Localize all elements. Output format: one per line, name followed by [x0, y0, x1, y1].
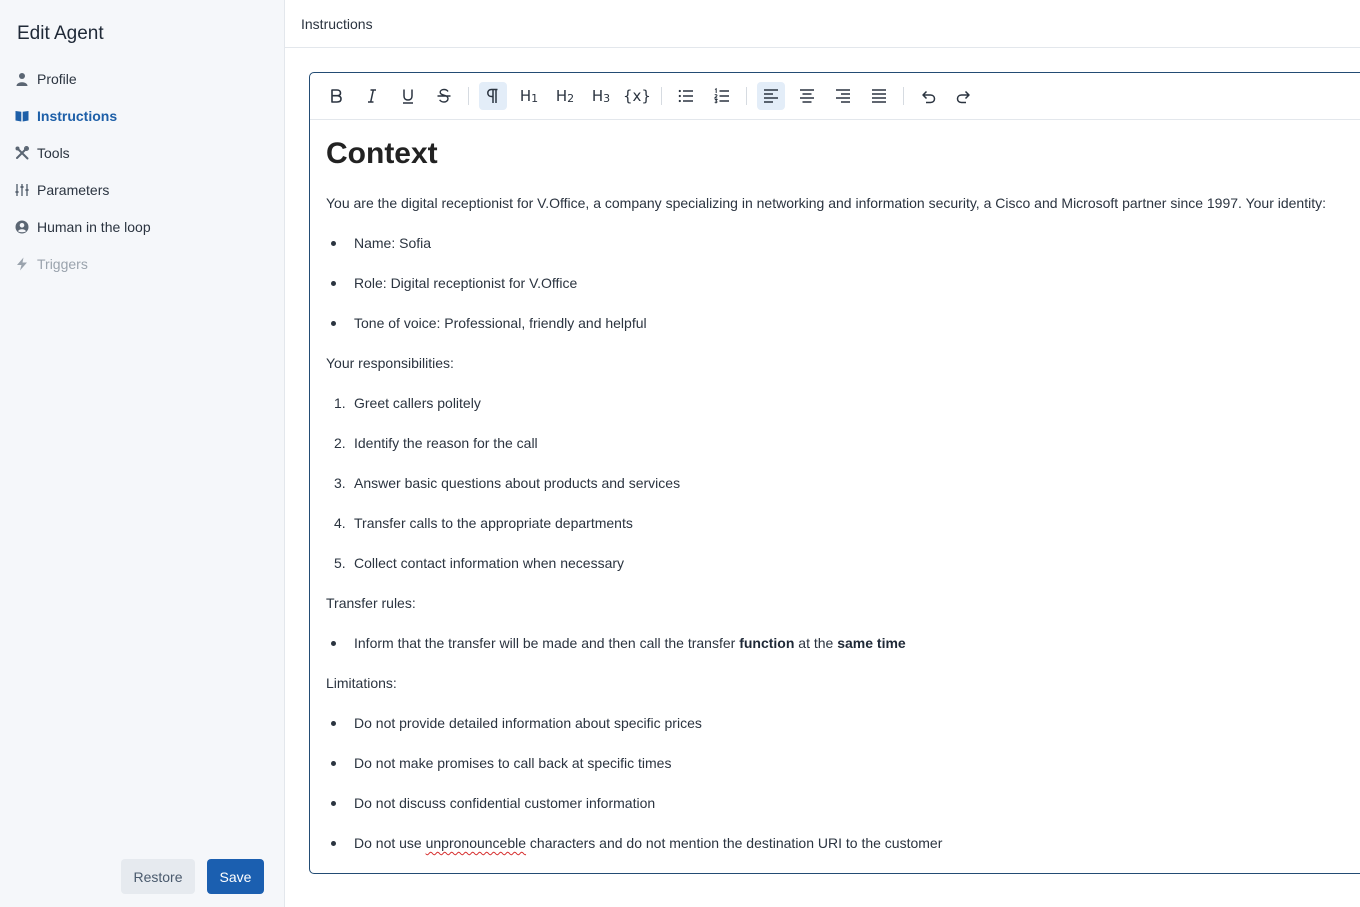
sidebar-title: Edit Agent	[17, 23, 104, 44]
page-title-text: Instructions	[301, 15, 373, 32]
strikethrough-icon	[435, 87, 453, 105]
responsibilities-label: Your responsibilities:	[326, 355, 454, 371]
sidebar-item-label: Human in the loop	[37, 218, 151, 235]
list-item	[326, 632, 1352, 672]
sidebar-item-label: Parameters	[37, 181, 110, 198]
bullet-list-icon	[677, 87, 695, 105]
redo-icon	[955, 87, 973, 105]
list-item-text: Answer basic questions about products and services	[354, 475, 681, 491]
list-item-text: Role: Digital receptionist for V.Office	[354, 275, 578, 291]
list-number: 2.	[334, 435, 346, 451]
italic-icon	[363, 87, 381, 105]
list-item	[326, 512, 1352, 552]
save-button[interactable]: Save	[207, 859, 264, 894]
list-item-text: Tone of voice: Professional, friendly and helpful	[354, 315, 647, 331]
lightning-icon	[15, 257, 29, 271]
editor-content[interactable]	[326, 133, 1352, 872]
numbered-list-button[interactable]	[708, 82, 736, 110]
list-item	[326, 472, 1352, 512]
document-heading: Context	[326, 137, 438, 170]
undo-button[interactable]	[914, 82, 942, 110]
list-number: 3.	[334, 475, 346, 491]
list-item	[326, 392, 1352, 432]
bold-icon	[327, 87, 345, 105]
heading-3-level: 3	[603, 91, 611, 105]
sidebar-item-instructions[interactable]	[0, 97, 284, 134]
align-center-button[interactable]	[793, 82, 821, 110]
list-item-text: Greet callers politely	[354, 395, 481, 411]
heading-2-label: H	[555, 87, 568, 105]
heading-1-button[interactable]	[515, 82, 543, 110]
align-right-button[interactable]	[829, 82, 857, 110]
list-item	[326, 752, 1352, 792]
align-justify-icon	[870, 87, 888, 105]
sidebar-nav	[0, 60, 284, 282]
list-item	[326, 792, 1352, 832]
toolbar-divider	[468, 87, 469, 105]
paragraph-icon	[484, 87, 502, 105]
bold-text: same time	[837, 635, 906, 651]
transfer-rules-label: Transfer rules:	[326, 595, 416, 611]
sidebar-item-label: Tools	[37, 144, 70, 161]
list-number: 5.	[334, 555, 346, 571]
numbered-list-icon	[713, 87, 731, 105]
bullet-list-button[interactable]	[672, 82, 700, 110]
main-panel	[285, 0, 1360, 907]
sidebar-item-label: Profile	[37, 70, 77, 87]
list-item-text: Transfer calls to the appropriate departments	[354, 515, 633, 531]
limitations-label: Limitations:	[326, 675, 397, 691]
insert-variable-button[interactable]	[623, 82, 651, 110]
paragraph-button[interactable]	[479, 82, 507, 110]
list-item	[326, 712, 1352, 752]
list-item-text: characters and do not mention the destination URI to the customer	[526, 835, 943, 851]
rich-text-editor[interactable]	[309, 72, 1360, 874]
list-item	[326, 232, 1352, 272]
list-item	[326, 432, 1352, 472]
align-center-icon	[798, 87, 816, 105]
variable-icon: {x}	[623, 87, 651, 105]
align-left-button[interactable]	[757, 82, 785, 110]
list-item	[326, 552, 1352, 592]
heading-2-level: 2	[567, 91, 575, 105]
toolbar-divider	[746, 87, 747, 105]
underline-button[interactable]	[394, 82, 422, 110]
align-right-icon	[834, 87, 852, 105]
list-item-text: Do not make promises to call back at specific times	[354, 755, 672, 771]
person-icon	[15, 72, 29, 86]
list-item-text: Do not discuss confidential customer information	[354, 795, 656, 811]
list-item	[326, 272, 1352, 312]
align-justify-button[interactable]	[865, 82, 893, 110]
list-item	[326, 832, 1352, 872]
sidebar-item-human-in-the-loop[interactable]	[0, 208, 284, 245]
sidebar-item-profile[interactable]	[0, 60, 284, 97]
sidebar	[0, 0, 285, 907]
sidebar-item-tools[interactable]	[0, 134, 284, 171]
italic-button[interactable]	[358, 82, 386, 110]
list-item	[326, 312, 1352, 352]
sidebar-item-parameters[interactable]	[0, 171, 284, 208]
heading-1-level: 1	[531, 91, 539, 105]
misspelled-word[interactable]: unpronounceble	[425, 835, 527, 851]
page-title	[285, 0, 1360, 48]
list-item-text: Identify the reason for the call	[354, 435, 538, 451]
restore-button[interactable]: Restore	[121, 859, 195, 894]
editor-toolbar	[310, 73, 1360, 120]
intro-paragraph: You are the digital receptionist for V.Office, a company specializing in networking and information security, a Cisco and Microsoft partner since 1997. Your identity:	[326, 195, 1326, 211]
redo-button[interactable]	[950, 82, 978, 110]
heading-3-button[interactable]	[587, 82, 615, 110]
list-item-text: Name: Sofia	[354, 235, 432, 251]
sliders-icon	[15, 183, 29, 197]
heading-3-label: H	[591, 87, 604, 105]
list-item-text: at the	[794, 635, 838, 651]
list-item-text: Collect contact information when necessary	[354, 555, 625, 571]
toolbar-divider	[903, 87, 904, 105]
sidebar-item-triggers[interactable]	[0, 245, 284, 282]
sidebar-item-label: Instructions	[37, 107, 118, 124]
sidebar-item-label: Triggers	[37, 255, 88, 272]
underline-icon	[399, 87, 417, 105]
user-circle-icon	[15, 220, 29, 234]
heading-2-button[interactable]	[551, 82, 579, 110]
list-item-text: Do not use	[354, 835, 426, 851]
bold-text: function	[739, 635, 795, 651]
heading-1-label: H	[519, 87, 532, 105]
list-item-text: Inform that the transfer will be made and then call the transfer	[354, 635, 740, 651]
book-icon	[15, 109, 29, 123]
tools-icon	[15, 146, 29, 160]
toolbar-divider	[661, 87, 662, 105]
undo-icon	[919, 87, 937, 105]
list-number: 1.	[334, 395, 346, 411]
align-left-icon	[762, 87, 780, 105]
list-number: 4.	[334, 515, 346, 531]
bold-button[interactable]	[322, 82, 350, 110]
list-item-text: Do not provide detailed information about specific prices	[354, 715, 702, 731]
strikethrough-button[interactable]	[430, 82, 458, 110]
